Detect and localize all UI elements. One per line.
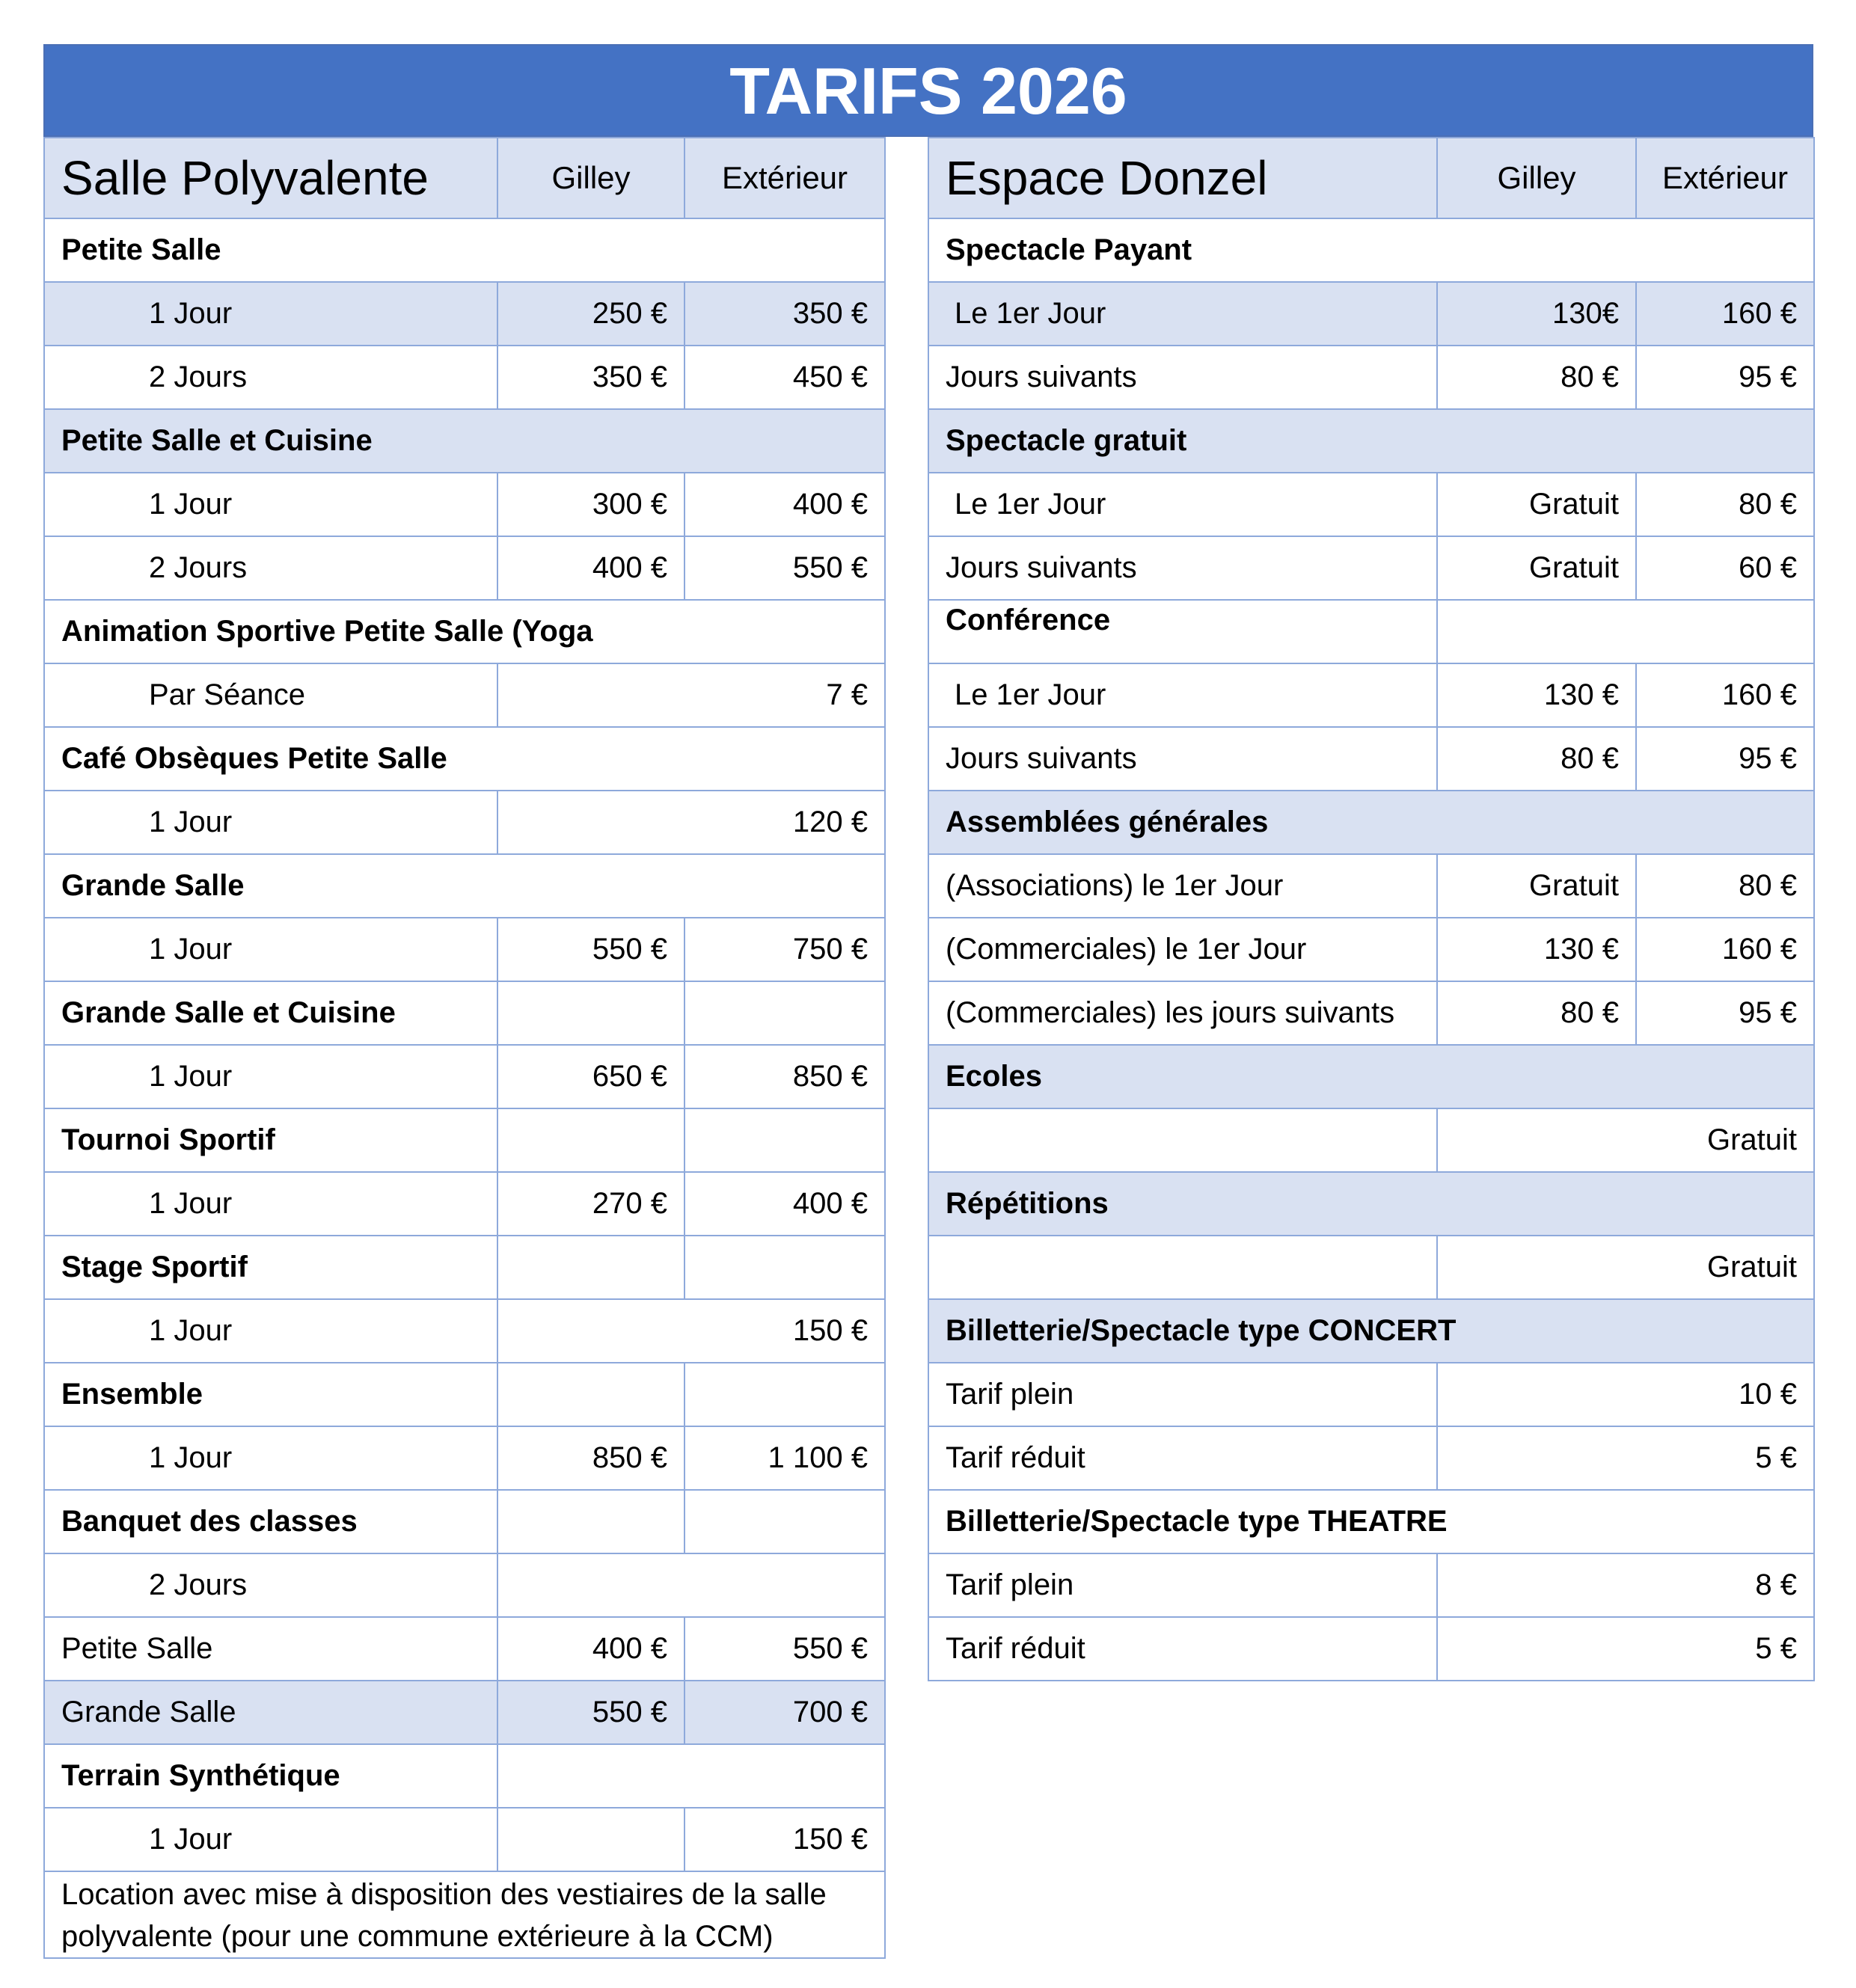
- gilley-price: 850 €: [497, 1426, 684, 1490]
- gilley-price: [497, 1236, 684, 1299]
- exterieur-price: 150 €: [684, 1808, 885, 1871]
- row-label: Jours suivants: [928, 727, 1437, 791]
- gilley-price: Gratuit: [1437, 473, 1636, 536]
- section-label: Billetterie/Spectacle type CONCERT: [928, 1299, 1814, 1363]
- gilley-price: 80 €: [1437, 346, 1636, 409]
- row-label: 1 Jour: [44, 1299, 497, 1363]
- price-cell: Gratuit: [1437, 1236, 1814, 1299]
- section-label: Terrain Synthétique: [44, 1744, 497, 1808]
- section-row: [44, 1236, 885, 1299]
- section-label: Spectacle gratuit: [928, 409, 1814, 473]
- gilley-price: 130 €: [1437, 663, 1636, 727]
- exterieur-column-header: Extérieur: [1636, 138, 1814, 218]
- exterieur-price: 750 €: [684, 918, 885, 981]
- exterieur-price: 95 €: [1636, 346, 1814, 409]
- section-row: [44, 409, 885, 473]
- exterieur-price: [684, 1236, 885, 1299]
- gilley-price: [497, 1808, 684, 1871]
- espace-donzel-body: [928, 138, 1814, 1681]
- salle-polyvalente-body: [44, 138, 885, 1958]
- gilley-price: 400 €: [497, 1617, 684, 1681]
- exterieur-price: 160 €: [1636, 663, 1814, 727]
- table-row: [928, 1363, 1814, 1426]
- table-row: [928, 473, 1814, 536]
- price-cell: [1437, 600, 1814, 663]
- section-row: [44, 218, 885, 282]
- table-row: [928, 918, 1814, 981]
- row-label: (Associations) le 1er Jour: [928, 854, 1437, 918]
- table-row: [928, 346, 1814, 409]
- section-label: Spectacle Payant: [928, 218, 1814, 282]
- gilley-price: 80 €: [1437, 727, 1636, 791]
- section-label: Stage Sportif: [44, 1236, 497, 1299]
- table-row: [928, 282, 1814, 346]
- row-label: Tarif plein: [928, 1363, 1437, 1426]
- section-row: [928, 1299, 1814, 1363]
- gilley-price: 400 €: [497, 536, 684, 600]
- salle-polyvalente-table: [43, 137, 886, 1959]
- row-label: 1 Jour: [44, 1426, 497, 1490]
- section-row: [928, 409, 1814, 473]
- table-row: [44, 1681, 885, 1744]
- row-label: 2 Jours: [44, 536, 497, 600]
- section-label: Café Obsèques Petite Salle: [44, 727, 885, 791]
- exterieur-price: [684, 1108, 885, 1172]
- gilley-price: Gratuit: [1437, 854, 1636, 918]
- exterieur-column-header: Extérieur: [684, 138, 885, 218]
- row-label: 1 Jour: [44, 1172, 497, 1236]
- exterieur-price: 95 €: [1636, 981, 1814, 1045]
- section-label: Ensemble: [44, 1363, 497, 1426]
- exterieur-price: 60 €: [1636, 536, 1814, 600]
- table-row: [44, 918, 885, 981]
- row-label: [928, 1108, 1437, 1172]
- row-label: Tarif réduit: [928, 1426, 1437, 1490]
- section-row: [44, 981, 885, 1045]
- section-label: Conférence: [928, 600, 1437, 663]
- price-cell: [497, 1744, 885, 1808]
- table-row: [928, 854, 1814, 918]
- note-row: [44, 1871, 885, 1958]
- gilley-price: 300 €: [497, 473, 684, 536]
- section-label: Petite Salle et Cuisine: [44, 409, 885, 473]
- section-row: [928, 1172, 1814, 1236]
- price-cell: 150 €: [497, 1299, 885, 1363]
- row-label: Le 1er Jour: [928, 473, 1437, 536]
- note-text: Location avec mise à disposition des vestiaires de la salle polyvalente (pour une commune extérieure à la CCM): [44, 1871, 885, 1958]
- table-row: [928, 1426, 1814, 1490]
- exterieur-price: 550 €: [684, 1617, 885, 1681]
- section-label: Banquet des classes: [44, 1490, 497, 1553]
- section-label: Assemblées générales: [928, 791, 1814, 854]
- row-label: Grande Salle: [44, 1681, 497, 1744]
- section-row: [928, 1045, 1814, 1108]
- table-row: [44, 536, 885, 600]
- gilley-price: 80 €: [1437, 981, 1636, 1045]
- table-row: [928, 981, 1814, 1045]
- price-cell: [497, 1553, 885, 1617]
- row-label: Le 1er Jour: [928, 663, 1437, 727]
- page-title: TARIFS 2026: [43, 44, 1813, 137]
- row-label: [928, 1236, 1437, 1299]
- section-row: [44, 854, 885, 918]
- section-label: Billetterie/Spectacle type THEATRE: [928, 1490, 1814, 1553]
- exterieur-price: 80 €: [1636, 854, 1814, 918]
- table-row: [928, 1108, 1814, 1172]
- table-row: [44, 1426, 885, 1490]
- table-row: [928, 727, 1814, 791]
- row-label: Tarif réduit: [928, 1617, 1437, 1681]
- table-row: [44, 473, 885, 536]
- row-label: (Commerciales) les jours suivants: [928, 981, 1437, 1045]
- table-row: [928, 1617, 1814, 1681]
- section-label: Animation Sportive Petite Salle (Yoga: [44, 600, 885, 663]
- section-row: [44, 600, 885, 663]
- row-label: 1 Jour: [44, 1808, 497, 1871]
- section-row: [928, 1490, 1814, 1553]
- table-row: [928, 1553, 1814, 1617]
- espace-donzel-header: [928, 138, 1814, 218]
- exterieur-price: 160 €: [1636, 282, 1814, 346]
- espace-donzel-table: [928, 137, 1815, 1681]
- table-row: [44, 1553, 885, 1617]
- exterieur-price: [684, 1490, 885, 1553]
- exterieur-price: 80 €: [1636, 473, 1814, 536]
- gilley-price: [497, 1363, 684, 1426]
- table-row: [44, 346, 885, 409]
- row-label: Tarif plein: [928, 1553, 1437, 1617]
- gilley-column-header: Gilley: [1437, 138, 1636, 218]
- price-cell: 10 €: [1437, 1363, 1814, 1426]
- gilley-price: [497, 1108, 684, 1172]
- salle-polyvalente-header: [44, 138, 885, 218]
- section-label: Grande Salle et Cuisine: [44, 981, 497, 1045]
- price-cell: 5 €: [1437, 1426, 1814, 1490]
- row-label: 1 Jour: [44, 282, 497, 346]
- section-label: Ecoles: [928, 1045, 1814, 1108]
- exterieur-price: 400 €: [684, 1172, 885, 1236]
- table-row: [44, 282, 885, 346]
- section-row: [928, 600, 1814, 663]
- section-row: [928, 218, 1814, 282]
- exterieur-price: [684, 981, 885, 1045]
- section-row: [928, 791, 1814, 854]
- price-cell: Gratuit: [1437, 1108, 1814, 1172]
- row-label: 2 Jours: [44, 346, 497, 409]
- gilley-price: 130 €: [1437, 918, 1636, 981]
- table-row: [928, 663, 1814, 727]
- gilley-price: 650 €: [497, 1045, 684, 1108]
- exterieur-price: 95 €: [1636, 727, 1814, 791]
- row-label: (Commerciales) le 1er Jour: [928, 918, 1437, 981]
- table-row: [44, 1299, 885, 1363]
- section-label: Répétitions: [928, 1172, 1814, 1236]
- section-row: [44, 1363, 885, 1426]
- exterieur-price: [684, 1363, 885, 1426]
- gilley-price: 350 €: [497, 346, 684, 409]
- table-row: [928, 536, 1814, 600]
- salle-polyvalente-title: Salle Polyvalente: [44, 138, 497, 218]
- table-row: [44, 1172, 885, 1236]
- table-row: [44, 1045, 885, 1108]
- gilley-price: 270 €: [497, 1172, 684, 1236]
- row-label: Jours suivants: [928, 536, 1437, 600]
- table-row: [928, 1236, 1814, 1299]
- section-label: Grande Salle: [44, 854, 885, 918]
- table-row: [44, 663, 885, 727]
- exterieur-price: 550 €: [684, 536, 885, 600]
- row-label: 1 Jour: [44, 791, 497, 854]
- section-label: Tournoi Sportif: [44, 1108, 497, 1172]
- exterieur-price: 160 €: [1636, 918, 1814, 981]
- section-row: [44, 1108, 885, 1172]
- exterieur-price: 1 100 €: [684, 1426, 885, 1490]
- exterieur-price: 700 €: [684, 1681, 885, 1744]
- row-label: Le 1er Jour: [928, 282, 1437, 346]
- section-label: Petite Salle: [44, 218, 885, 282]
- table-row: [44, 1617, 885, 1681]
- section-row: [44, 1744, 885, 1808]
- table-row: [44, 1808, 885, 1871]
- price-cell: 5 €: [1437, 1617, 1814, 1681]
- exterieur-price: 450 €: [684, 346, 885, 409]
- gilley-price: [497, 1490, 684, 1553]
- gilley-price: 130€: [1437, 282, 1636, 346]
- exterieur-price: 400 €: [684, 473, 885, 536]
- row-label: Petite Salle: [44, 1617, 497, 1681]
- gilley-price: Gratuit: [1437, 536, 1636, 600]
- section-row: [44, 1490, 885, 1553]
- price-cell: 8 €: [1437, 1553, 1814, 1617]
- gilley-price: [497, 981, 684, 1045]
- exterieur-price: 350 €: [684, 282, 885, 346]
- row-label: Par Séance: [44, 663, 497, 727]
- row-label: 1 Jour: [44, 918, 497, 981]
- exterieur-price: 850 €: [684, 1045, 885, 1108]
- gilley-price: 550 €: [497, 1681, 684, 1744]
- table-row: [44, 791, 885, 854]
- gilley-price: 250 €: [497, 282, 684, 346]
- price-cell: 120 €: [497, 791, 885, 854]
- price-cell: 7 €: [497, 663, 885, 727]
- row-label: Jours suivants: [928, 346, 1437, 409]
- row-label: 2 Jours: [44, 1553, 497, 1617]
- gilley-column-header: Gilley: [497, 138, 684, 218]
- espace-donzel-title: Espace Donzel: [928, 138, 1437, 218]
- row-label: 1 Jour: [44, 1045, 497, 1108]
- section-row: [44, 727, 885, 791]
- gilley-price: 550 €: [497, 918, 684, 981]
- row-label: 1 Jour: [44, 473, 497, 536]
